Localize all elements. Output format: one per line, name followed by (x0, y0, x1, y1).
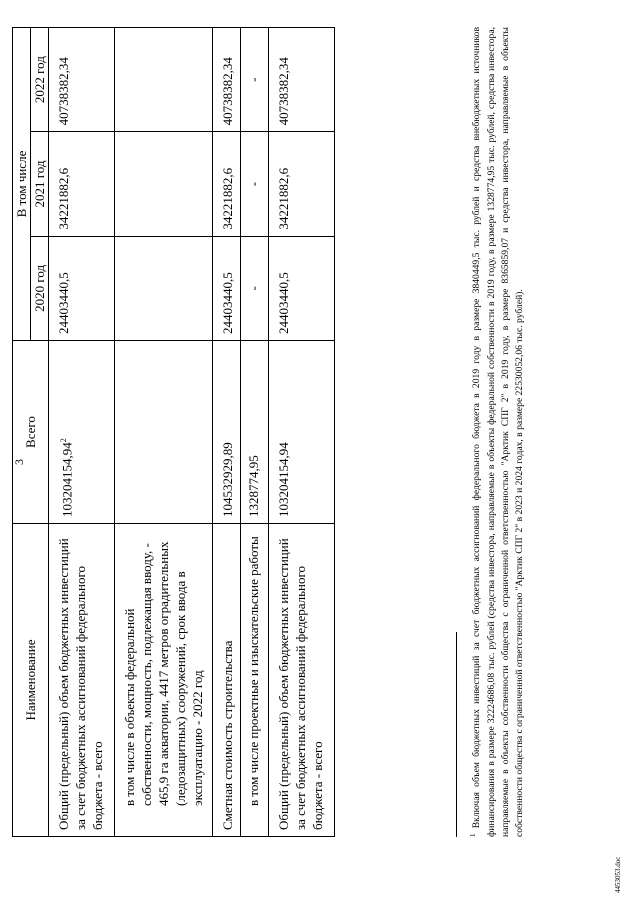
row-2022: 40738382,34 (269, 28, 335, 132)
row-2021: 34221882,6 (269, 132, 335, 236)
page-number: 3 (12, 459, 26, 465)
row-total: 1328774,95 (241, 341, 269, 524)
row-name: Общий (предельный) объем бюджетных инвестиций за счет бюджетных ассигнований федерального бюджета - всего (269, 524, 335, 837)
footnote-marker: 1 (469, 833, 477, 837)
table-row (213, 28, 241, 837)
row-total: 103204154,94$^2$ (49, 341, 115, 524)
row-2020: 24403440,5 (213, 236, 241, 340)
row-2020: 24403440,5 (269, 236, 335, 340)
header-name: Наименование (13, 524, 49, 837)
row-total: 104532929,89 (213, 341, 241, 524)
table-row (115, 28, 213, 837)
header-incl-group: В том числе (13, 28, 31, 341)
row-name: в том числе проектные и изыскательские работы (241, 524, 269, 837)
header-row (13, 28, 31, 837)
row-2022 (115, 28, 213, 132)
table-row (241, 28, 269, 837)
table-row (49, 28, 115, 837)
row-2021: 34221882,6 (49, 132, 115, 236)
header-2021: 2021 год (31, 132, 49, 236)
footnote-text: Включая объем бюджетных инвестиций за счет бюджетных ассигнований федерального бюджета в 2019 году в размере 3840449,5 тыс. рублей и средства внебюджетных источников финансирования в размере 32224686,08 тыс. рублей (средства инвестора, направляемые в объекты федеральной собственности в 2019 году, в размере 1328774,95 тыс. рублей, средства инвестора, направляемые в объекты собственности общества с ограниченной ответственностью "Арктик СПГ 2" в 2019 году, в размере 8365859,07 и средства инвестора, направляемые в объекты собственности общества с ограниченной ответственностью "Арктик СПГ 2" в 2023 и 2024 годах, в размере 22530052,06 тыс. рублей). (471, 26, 526, 837)
row-name: в том числе в объекты федеральной собственности, мощность, подлежащая вводу, - 465,9 га акватории, 4417 метров оградительных (ледозащитных) сооружений, срок ввода в эксплуатацию - 2022 год (115, 524, 213, 837)
budget-table (12, 27, 335, 837)
row-total: 103204154,94 (269, 341, 335, 524)
row-2021: 34221882,6 (213, 132, 241, 236)
row-2022: 40738382,34 (49, 28, 115, 132)
row-2022: - (241, 28, 269, 132)
row-name: Общий (предельный) объем бюджетных инвестиций за счет бюджетных ассигнований федерального бюджета - всего (49, 524, 115, 837)
header-total: Всего (13, 341, 49, 524)
row-2021: - (241, 132, 269, 236)
header-2022: 2022 год (31, 28, 49, 132)
table-row (269, 28, 335, 837)
footnote (466, 27, 528, 837)
row-name: Сметная стоимость строительства (213, 524, 241, 837)
row-2021 (115, 132, 213, 236)
row-2020: - (241, 236, 269, 340)
row-2020: 24403440,5 (49, 236, 115, 340)
row-total (115, 341, 213, 524)
document-id: 4453053.doc (614, 856, 622, 893)
row-2022: 40738382,34 (213, 28, 241, 132)
row-2020 (115, 236, 213, 340)
header-2020: 2020 год (31, 236, 49, 340)
footnote-separator (456, 632, 457, 837)
